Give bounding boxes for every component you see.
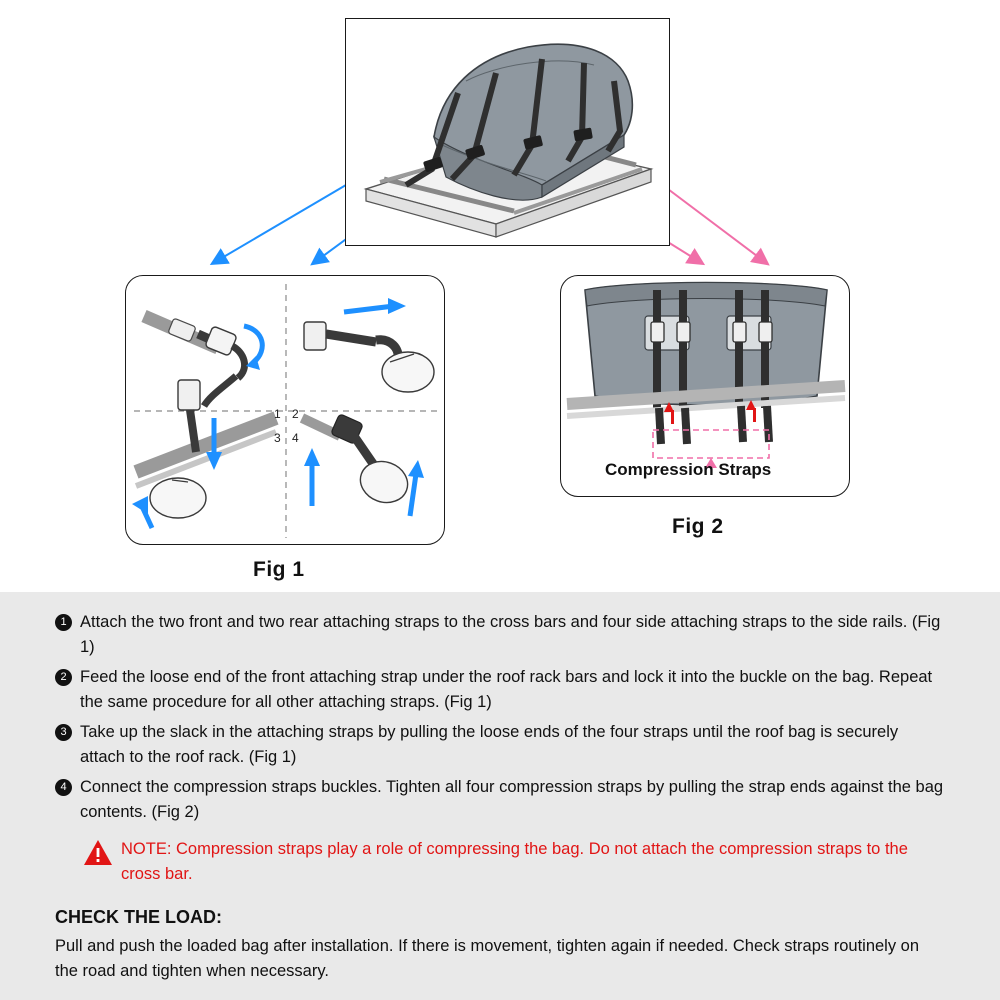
list-item bbox=[55, 610, 945, 660]
fig1-illustration bbox=[126, 276, 446, 546]
check-the-load-body: Pull and push the loaded bag after installation. If there is movement, tighten again if needed. Check straps routinely on the road and tighten when necessary. bbox=[55, 937, 920, 980]
list-item bbox=[55, 775, 945, 825]
fig1-caption: Fig 1 bbox=[253, 558, 305, 581]
fig1-step4 bbox=[302, 414, 424, 516]
step-text: Connect the compression straps buckles. Tighten all four compression straps by pulling the strap ends against the bag contents. (Fig 2) bbox=[80, 778, 944, 821]
step-text: Attach the two front and two rear attaching straps to the cross bars and four side attaching straps to the side rails. (Fig 1) bbox=[80, 613, 941, 656]
quadrant-number-4: 4 bbox=[292, 431, 299, 445]
quadrant-number-3: 3 bbox=[274, 431, 281, 445]
fig1-step2 bbox=[304, 298, 434, 392]
note-text: NOTE: Compression straps play a role of compressing the bag. Do not attach the compression straps to the cross bar. bbox=[121, 840, 908, 883]
quadrant-number-2: 2 bbox=[292, 407, 299, 421]
step-number: 2 bbox=[55, 669, 72, 686]
fig1-step1 bbox=[144, 316, 262, 406]
check-the-load-heading: CHECK THE LOAD: bbox=[55, 907, 222, 927]
roof-bag-illustration bbox=[346, 19, 671, 247]
figure-panel-fig1 bbox=[125, 275, 445, 545]
list-item bbox=[55, 665, 945, 715]
compression-strap-highlight bbox=[653, 430, 769, 458]
warning-triangle-icon bbox=[83, 839, 113, 867]
step-number: 1 bbox=[55, 614, 72, 631]
compression-straps-label: Compression Straps bbox=[605, 460, 772, 479]
step-number: 4 bbox=[55, 779, 72, 796]
quadrant-number-1: 1 bbox=[274, 407, 281, 421]
step-text: Feed the loose end of the front attaching strap under the roof rack bars and lock it into the buckle on the bag. Repeat the same procedure for all other attaching straps. (Fig 1) bbox=[80, 668, 933, 711]
fig2-caption: Fig 2 bbox=[672, 515, 724, 538]
step-number: 3 bbox=[55, 724, 72, 741]
step-text: Take up the slack in the attaching straps by pulling the loose ends of the four straps until the roof bag is securely attach to the roof rack. (Fig 1) bbox=[80, 723, 899, 766]
note-block bbox=[83, 837, 945, 887]
instructions-panel bbox=[0, 592, 1000, 1000]
figure-panel-main bbox=[345, 18, 670, 246]
list-item bbox=[55, 720, 945, 770]
steps-list bbox=[55, 610, 945, 825]
